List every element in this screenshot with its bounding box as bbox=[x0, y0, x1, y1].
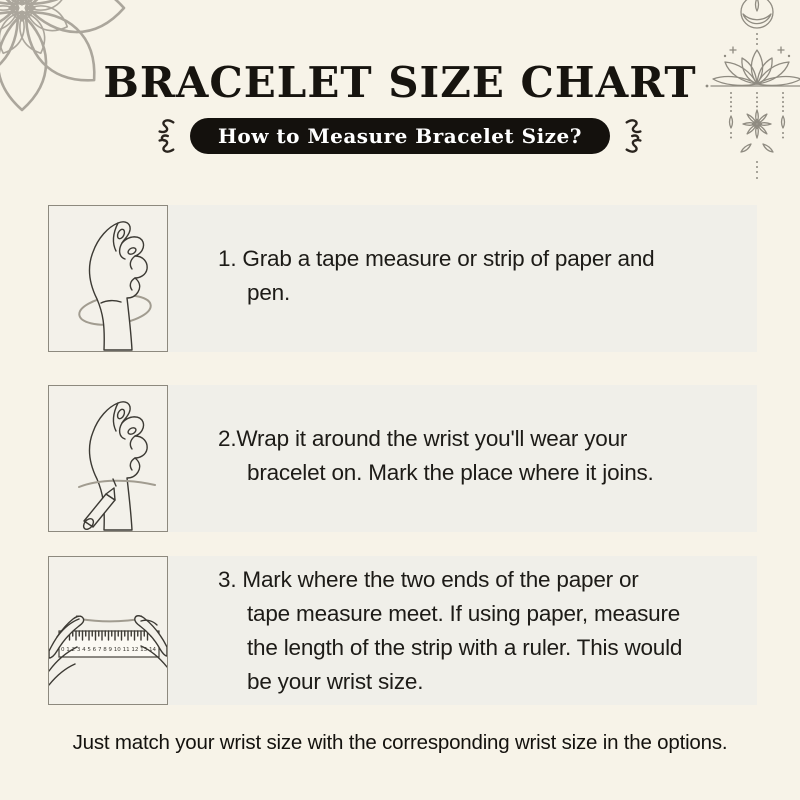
step-2-text bbox=[168, 385, 654, 532]
step-row-3 bbox=[48, 556, 757, 705]
step-1-line: pen. bbox=[247, 280, 290, 305]
step-3-text bbox=[168, 556, 682, 705]
page-title: BRACELET SIZE CHART bbox=[103, 58, 697, 107]
step-row-1 bbox=[48, 205, 757, 352]
step-3-line: the length of the strip with a ruler. This would bbox=[247, 635, 683, 660]
hand-with-tape-loop-icon bbox=[49, 206, 167, 351]
ruler-measure-icon bbox=[49, 557, 167, 704]
flourish-right-icon bbox=[622, 116, 646, 156]
step-2-illustration bbox=[48, 385, 168, 532]
hand-with-pen-icon bbox=[49, 386, 167, 531]
step-2-line: 2.Wrap it around the wrist you'll wear your bbox=[218, 426, 628, 451]
ruler-numbers: 0 1 2 3 4 5 6 7 8 9 10 11 12 13 14 bbox=[61, 647, 156, 653]
step-1-line: 1. Grab a tape measure or strip of paper and bbox=[218, 246, 655, 271]
step-1-illustration bbox=[48, 205, 168, 352]
footer-note: Just match your wrist size with the corresponding wrist size in the options. bbox=[72, 731, 728, 754]
step-3-line: tape measure meet. If using paper, measure bbox=[247, 601, 681, 626]
step-3-illustration bbox=[48, 556, 168, 705]
step-3-line: be your wrist size. bbox=[247, 669, 424, 694]
step-2-line: bracelet on. Mark the place where it joins. bbox=[247, 460, 654, 485]
step-row-2 bbox=[48, 385, 757, 532]
subtitle-badge-row bbox=[0, 116, 800, 156]
subtitle-badge: How to Measure Bracelet Size? bbox=[190, 118, 610, 154]
flourish-left-icon bbox=[154, 116, 178, 156]
step-1-text bbox=[168, 205, 654, 352]
step-3-line: 3. Mark where the two ends of the paper or bbox=[218, 567, 639, 592]
